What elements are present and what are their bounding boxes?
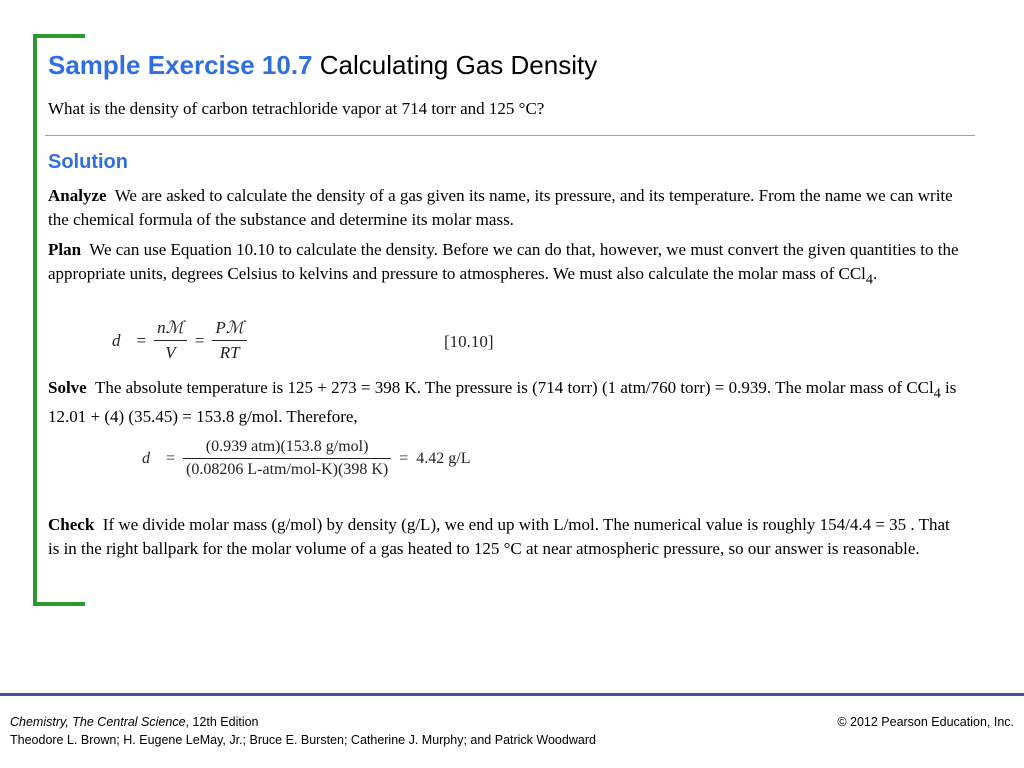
footer-authors: Theodore L. Brown; H. Eugene LeMay, Jr.; Bruce E. Bursten; Catherine J. Murphy; and Patrick Woodward: [10, 733, 596, 747]
analyze-label: Analyze: [48, 186, 107, 205]
eq2-equals-2: =: [399, 449, 409, 467]
eq1-fraction-2: [212, 318, 247, 363]
plan-paragraph: [48, 238, 963, 291]
footer-edition: , 12th Edition: [185, 715, 259, 729]
eq1-equals: =: [136, 330, 147, 350]
analyze-paragraph: [48, 184, 963, 232]
analyze-text: We are asked to calculate the density of a gas given its name, its pressure, and its temperature. From the name we can write the chemical formula of the substance and determine its molar mass.: [48, 186, 953, 229]
solve-subscript: 4: [933, 385, 941, 402]
eq1-num2: Pℳ: [212, 318, 247, 341]
solve-label: Solve: [48, 378, 87, 397]
eq1-lhs: d: [112, 330, 121, 350]
solve-text-1: The absolute temperature is 125 + 273 = 398 K. The pressure is (714 torr) (1 atm/760 torr) = 0.939. The molar mass of CCl: [94, 378, 934, 397]
footer-divider: [0, 693, 1024, 696]
plan-text: We can use Equation 10.10 to calculate the density. Before we can do that, however, we must convert the given quantities to the appropriate units, degrees Celsius to kelvins and pressure to atmospheres. We must also calculate the molar mass of CCl: [48, 240, 959, 283]
eq2-lhs: d: [142, 449, 150, 467]
footer-book: [10, 715, 259, 729]
eq2-denominator: (0.08206 L-atm/mol-K)(398 K): [186, 461, 389, 478]
check-text: If we divide molar mass (g/mol) by density (g/L), we end up with L/mol. The numerical value is roughly 154/4.4 = 35 . That is in the right ballpark for the molar volume of a gas heated to 125 °C at near atmospheric pressure, so our answer is reasonable.: [48, 515, 950, 558]
equation-10-10: [104, 318, 494, 363]
eq1-den2: RT: [219, 343, 240, 362]
plan-subscript: 4: [865, 271, 873, 288]
question-text: What is the density of carbon tetrachloride vapor at 714 torr and 125 °C?: [48, 99, 545, 118]
solve-paragraph: [48, 376, 963, 429]
eq2-result: 4.42 g/L: [416, 449, 471, 467]
plan-end: .: [873, 264, 878, 283]
footer-book-title: Chemistry, The Central Science: [10, 715, 186, 729]
slide-title: [48, 50, 597, 81]
eq2-equals: =: [166, 449, 176, 467]
eq1-num1: nℳ: [154, 318, 187, 341]
title-exercise-number: Sample Exercise 10.7: [48, 50, 313, 80]
check-label: Check: [48, 515, 95, 534]
check-paragraph: [48, 513, 963, 561]
eq1-fraction-1: [154, 318, 187, 363]
eq1-den1: V: [165, 343, 176, 362]
density-equation: [134, 438, 478, 479]
plan-label: Plan: [48, 240, 82, 259]
solution-heading: Solution: [48, 151, 128, 173]
title-text: Calculating Gas Density: [319, 50, 598, 80]
eq2-numerator: (0.939 atm)(153.8 g/mol): [183, 438, 391, 459]
eq2-fraction: [183, 438, 391, 479]
equation-number: [10.10]: [444, 332, 494, 351]
divider: [45, 135, 975, 136]
footer-copyright: © 2012 Pearson Education, Inc.: [837, 715, 1014, 729]
solve-text-2: is 12.01 + (4) (35.45) = 153.8 g/mol. Therefore,: [48, 378, 957, 427]
eq1-equals-2: =: [194, 330, 205, 350]
